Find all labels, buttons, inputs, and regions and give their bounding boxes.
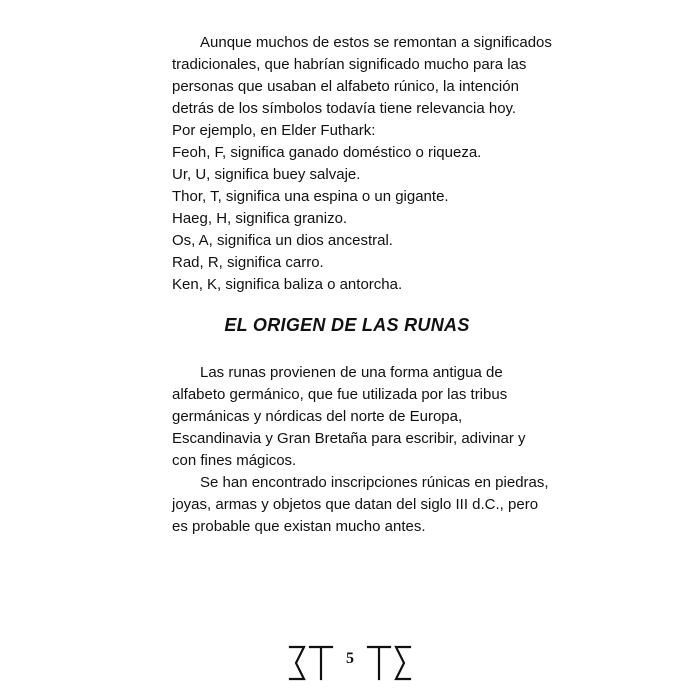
origin-line: Se han encontrado inscripciones rúnicas en piedras,	[200, 474, 549, 491]
origin-paragraph-1	[172, 362, 526, 472]
section-heading: EL ORIGEN DE LAS RUNAS	[224, 315, 470, 335]
intro-line: detrás de los símbolos todavía tiene relevancia hoy.	[172, 100, 517, 117]
intro-line: personas que usaban el alfabeto rúnico, la intención	[172, 78, 519, 95]
origin-text-block	[172, 362, 549, 538]
page-number: 5	[346, 650, 354, 667]
origin-line: Escandinavia y Gran Bretaña para escribir, adivinar y	[172, 430, 526, 447]
origin-line: es probable que existan mucho antes.	[172, 518, 426, 535]
top-text-block	[172, 32, 552, 296]
intro-line: Aunque muchos de estos se remontan a significados	[200, 34, 552, 51]
origin-line: alfabeto germánico, que fue utilizada por las tribus	[172, 386, 508, 403]
origin-line: germánicas y nórdicas del norte de Europa,	[172, 408, 463, 425]
rune-item: Ken, K, significa baliza o antorcha.	[172, 276, 403, 293]
origin-line: joyas, armas y objetos que datan del siglo III d.C., pero	[172, 496, 539, 513]
intro-line: tradicionales, que habrían significado mucho para las	[172, 56, 527, 73]
rune-item: Rad, R, significa carro.	[172, 254, 324, 271]
origin-line: Las runas provienen de una forma antigua de	[200, 364, 503, 381]
example-intro: Por ejemplo, en Elder Futhark:	[172, 122, 376, 139]
rune-item: Haeg, H, significa granizo.	[172, 210, 348, 227]
rune-item: Os, A, significa un dios ancestral.	[172, 232, 393, 249]
origin-line: con fines mágicos.	[172, 452, 297, 469]
rune-item: Thor, T, significa una espina o un gigante.	[172, 188, 449, 205]
origin-paragraph-2	[172, 472, 549, 538]
rune-item: Ur, U, significa buey salvaje.	[172, 166, 361, 183]
rune-item: Feoh, F, significa ganado doméstico o riqueza.	[172, 144, 482, 161]
intro-paragraph	[172, 32, 552, 120]
